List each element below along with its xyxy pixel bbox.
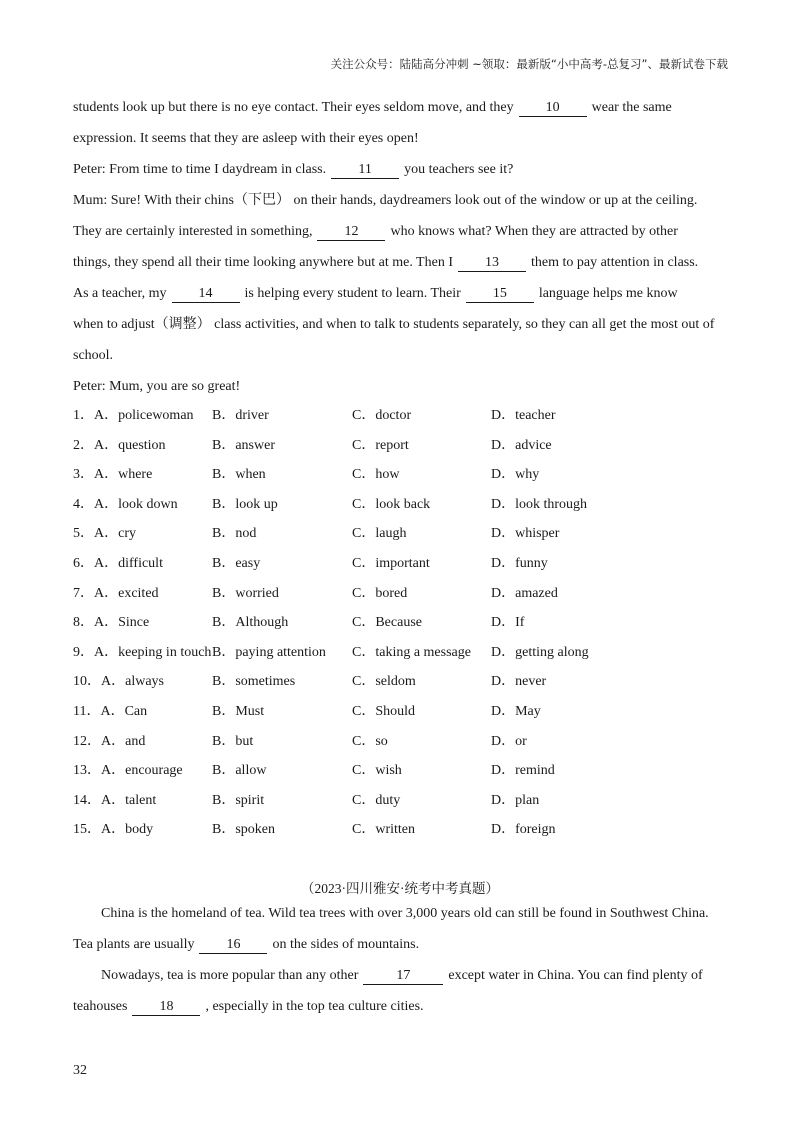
option-row <box>73 494 733 524</box>
passage-line <box>73 345 733 376</box>
option-row <box>73 760 733 790</box>
text: As a teacher, my <box>73 286 167 301</box>
option-b: B．look up <box>212 496 278 512</box>
option-row <box>73 701 733 731</box>
option-b: B．Must <box>212 703 265 719</box>
page-header: 关注公众号：陆陆高分冲刺 ~领取：最新版“小中高考-总复习”、最新试卷下载 <box>330 57 728 71</box>
option-row <box>73 642 733 672</box>
passage-line <box>73 221 733 252</box>
option-b: B．worried <box>212 585 279 601</box>
text: students look up but there is no eye contact. Their eyes seldom move, and they <box>73 100 514 115</box>
option-b: B．paying attention <box>212 644 326 660</box>
option-d: D．plan <box>491 792 540 808</box>
option-row <box>73 464 733 494</box>
option-d: D．getting along <box>491 644 589 660</box>
blank-14: 14 <box>172 286 240 303</box>
option-d: D．amazed <box>491 585 558 601</box>
text: them to pay attention in class. <box>531 255 699 270</box>
option-d: D．why <box>491 467 540 483</box>
option-a: 10．A．always <box>73 674 164 690</box>
option-a: 12．A．and <box>73 733 146 749</box>
option-d: D．never <box>491 674 547 690</box>
passage-line <box>73 314 733 345</box>
option-row <box>73 553 733 583</box>
option-a: 1．A．policewoman <box>73 408 194 423</box>
blank-13: 13 <box>458 255 526 272</box>
option-d: D．teacher <box>491 408 556 423</box>
option-c: C．look back <box>352 496 431 512</box>
option-row <box>73 612 733 642</box>
passage-line <box>73 996 733 1027</box>
text: things, they spend all their time looking anywhere but at me. Then I <box>73 255 453 270</box>
option-c: C．taking a message <box>352 644 471 660</box>
passage-line <box>73 283 733 314</box>
passage-line <box>73 934 733 965</box>
option-c: C．important <box>352 555 430 571</box>
option-a: 5．A．cry <box>73 526 136 542</box>
page-number: 32 <box>73 1063 87 1078</box>
options-list <box>73 405 733 849</box>
text: school. <box>73 348 114 363</box>
option-row <box>73 671 733 701</box>
option-c: C．bored <box>352 585 408 601</box>
text: except water in China. You can find plenty of <box>448 968 703 983</box>
text: you teachers see it? <box>404 162 514 177</box>
option-a: 15．A．body <box>73 822 154 838</box>
text: Peter: From time to time I daydream in class. <box>73 162 327 177</box>
option-a: 8．A．Since <box>73 615 150 631</box>
text: China is the homeland of tea. Wild tea trees with over 3,000 years old can still be found in Southwest China. <box>101 906 709 921</box>
option-b: B．but <box>212 733 254 749</box>
option-c: C．duty <box>352 792 401 808</box>
option-b: B．when <box>212 467 266 483</box>
option-c: C．so <box>352 733 388 749</box>
passage-line <box>73 965 733 996</box>
option-b: B．nod <box>212 526 257 542</box>
option-c: C．report <box>352 437 409 453</box>
option-c: C．seldom <box>352 674 416 690</box>
option-a: 3．A．where <box>73 467 153 483</box>
option-d: D．look through <box>491 496 588 512</box>
passage-line <box>73 376 733 405</box>
option-b: B．answer <box>212 437 275 453</box>
text: teahouses <box>73 999 128 1014</box>
passage-line <box>73 159 733 190</box>
option-row <box>73 790 733 820</box>
text: Tea plants are usually <box>73 937 195 952</box>
option-d: D．whisper <box>491 526 560 542</box>
text: They are certainly interested in something, <box>73 224 313 239</box>
text: when to adjust（调整） class activities, and when to talk to students separately, so they can all get the most out of <box>73 317 715 332</box>
option-b: B．Although <box>212 615 289 631</box>
option-b: B．sometimes <box>212 674 296 690</box>
option-c: C．how <box>352 467 400 483</box>
option-b: B．easy <box>212 555 261 571</box>
option-a: 4．A．look down <box>73 496 178 512</box>
option-a: 2．A．question <box>73 437 166 453</box>
option-d: D．advice <box>491 437 552 453</box>
blank-17: 17 <box>363 968 443 985</box>
text: language helps me know <box>538 286 678 301</box>
option-a: 6．A．difficult <box>73 555 163 571</box>
text: , especially in the top tea culture cities. <box>205 999 424 1014</box>
option-c: C．Because <box>352 615 422 631</box>
text: who knows what? When they are attracted by other <box>390 224 678 239</box>
passage-tea <box>73 903 733 1027</box>
passage-continued <box>73 97 733 849</box>
option-a: 7．A．excited <box>73 585 159 601</box>
option-a: 13．A．encourage <box>73 763 183 779</box>
blank-11: 11 <box>331 162 399 179</box>
option-row <box>73 731 733 761</box>
option-row <box>73 583 733 613</box>
option-row <box>73 405 733 435</box>
option-d: D．May <box>491 703 541 719</box>
option-a: 14．A．talent <box>73 792 157 808</box>
option-c: C．Should <box>352 703 416 719</box>
option-a: 9．A．keeping in touch <box>73 644 212 660</box>
text: Peter: Mum, you are so great! <box>73 379 241 394</box>
blank-15: 15 <box>466 286 534 303</box>
blank-12: 12 <box>317 224 385 241</box>
option-row <box>73 819 733 849</box>
text: is helping every student to learn. Their <box>244 286 461 301</box>
option-b: B．spoken <box>212 822 275 838</box>
passage-line <box>73 190 733 221</box>
passage-line <box>73 252 733 283</box>
text: Mum: Sure! With their chins（下巴） on their hands, daydreamers look out of the window or up at the ceiling. <box>73 193 698 208</box>
option-c: C．wish <box>352 763 402 779</box>
blank-10: 10 <box>519 100 587 117</box>
text: wear the same <box>591 100 672 115</box>
option-b: B．spirit <box>212 792 265 808</box>
blank-18: 18 <box>132 999 200 1016</box>
option-row <box>73 523 733 553</box>
option-d: D．If <box>491 615 525 631</box>
option-b: B．allow <box>212 763 267 779</box>
text: Nowadays, tea is more popular than any other <box>101 968 359 983</box>
passage-line <box>73 128 733 159</box>
blank-16: 16 <box>199 937 267 954</box>
text: expression. It seems that they are asleep with their eyes open! <box>73 131 419 146</box>
option-d: D．funny <box>491 555 548 571</box>
option-c: C．written <box>352 822 415 838</box>
source-label: （2023·四川雅安·统考中考真题） <box>301 881 499 896</box>
option-d: D．or <box>491 733 527 749</box>
passage-line <box>73 903 733 934</box>
option-a: 11．A．Can <box>73 703 148 719</box>
option-b: B．driver <box>212 408 269 423</box>
text: on the sides of mountains. <box>272 937 420 952</box>
option-c: C．laugh <box>352 526 407 542</box>
option-row <box>73 435 733 465</box>
option-c: C．doctor <box>352 408 412 423</box>
option-d: D．foreign <box>491 822 556 838</box>
option-d: D．remind <box>491 763 555 779</box>
passage-line <box>73 97 733 128</box>
